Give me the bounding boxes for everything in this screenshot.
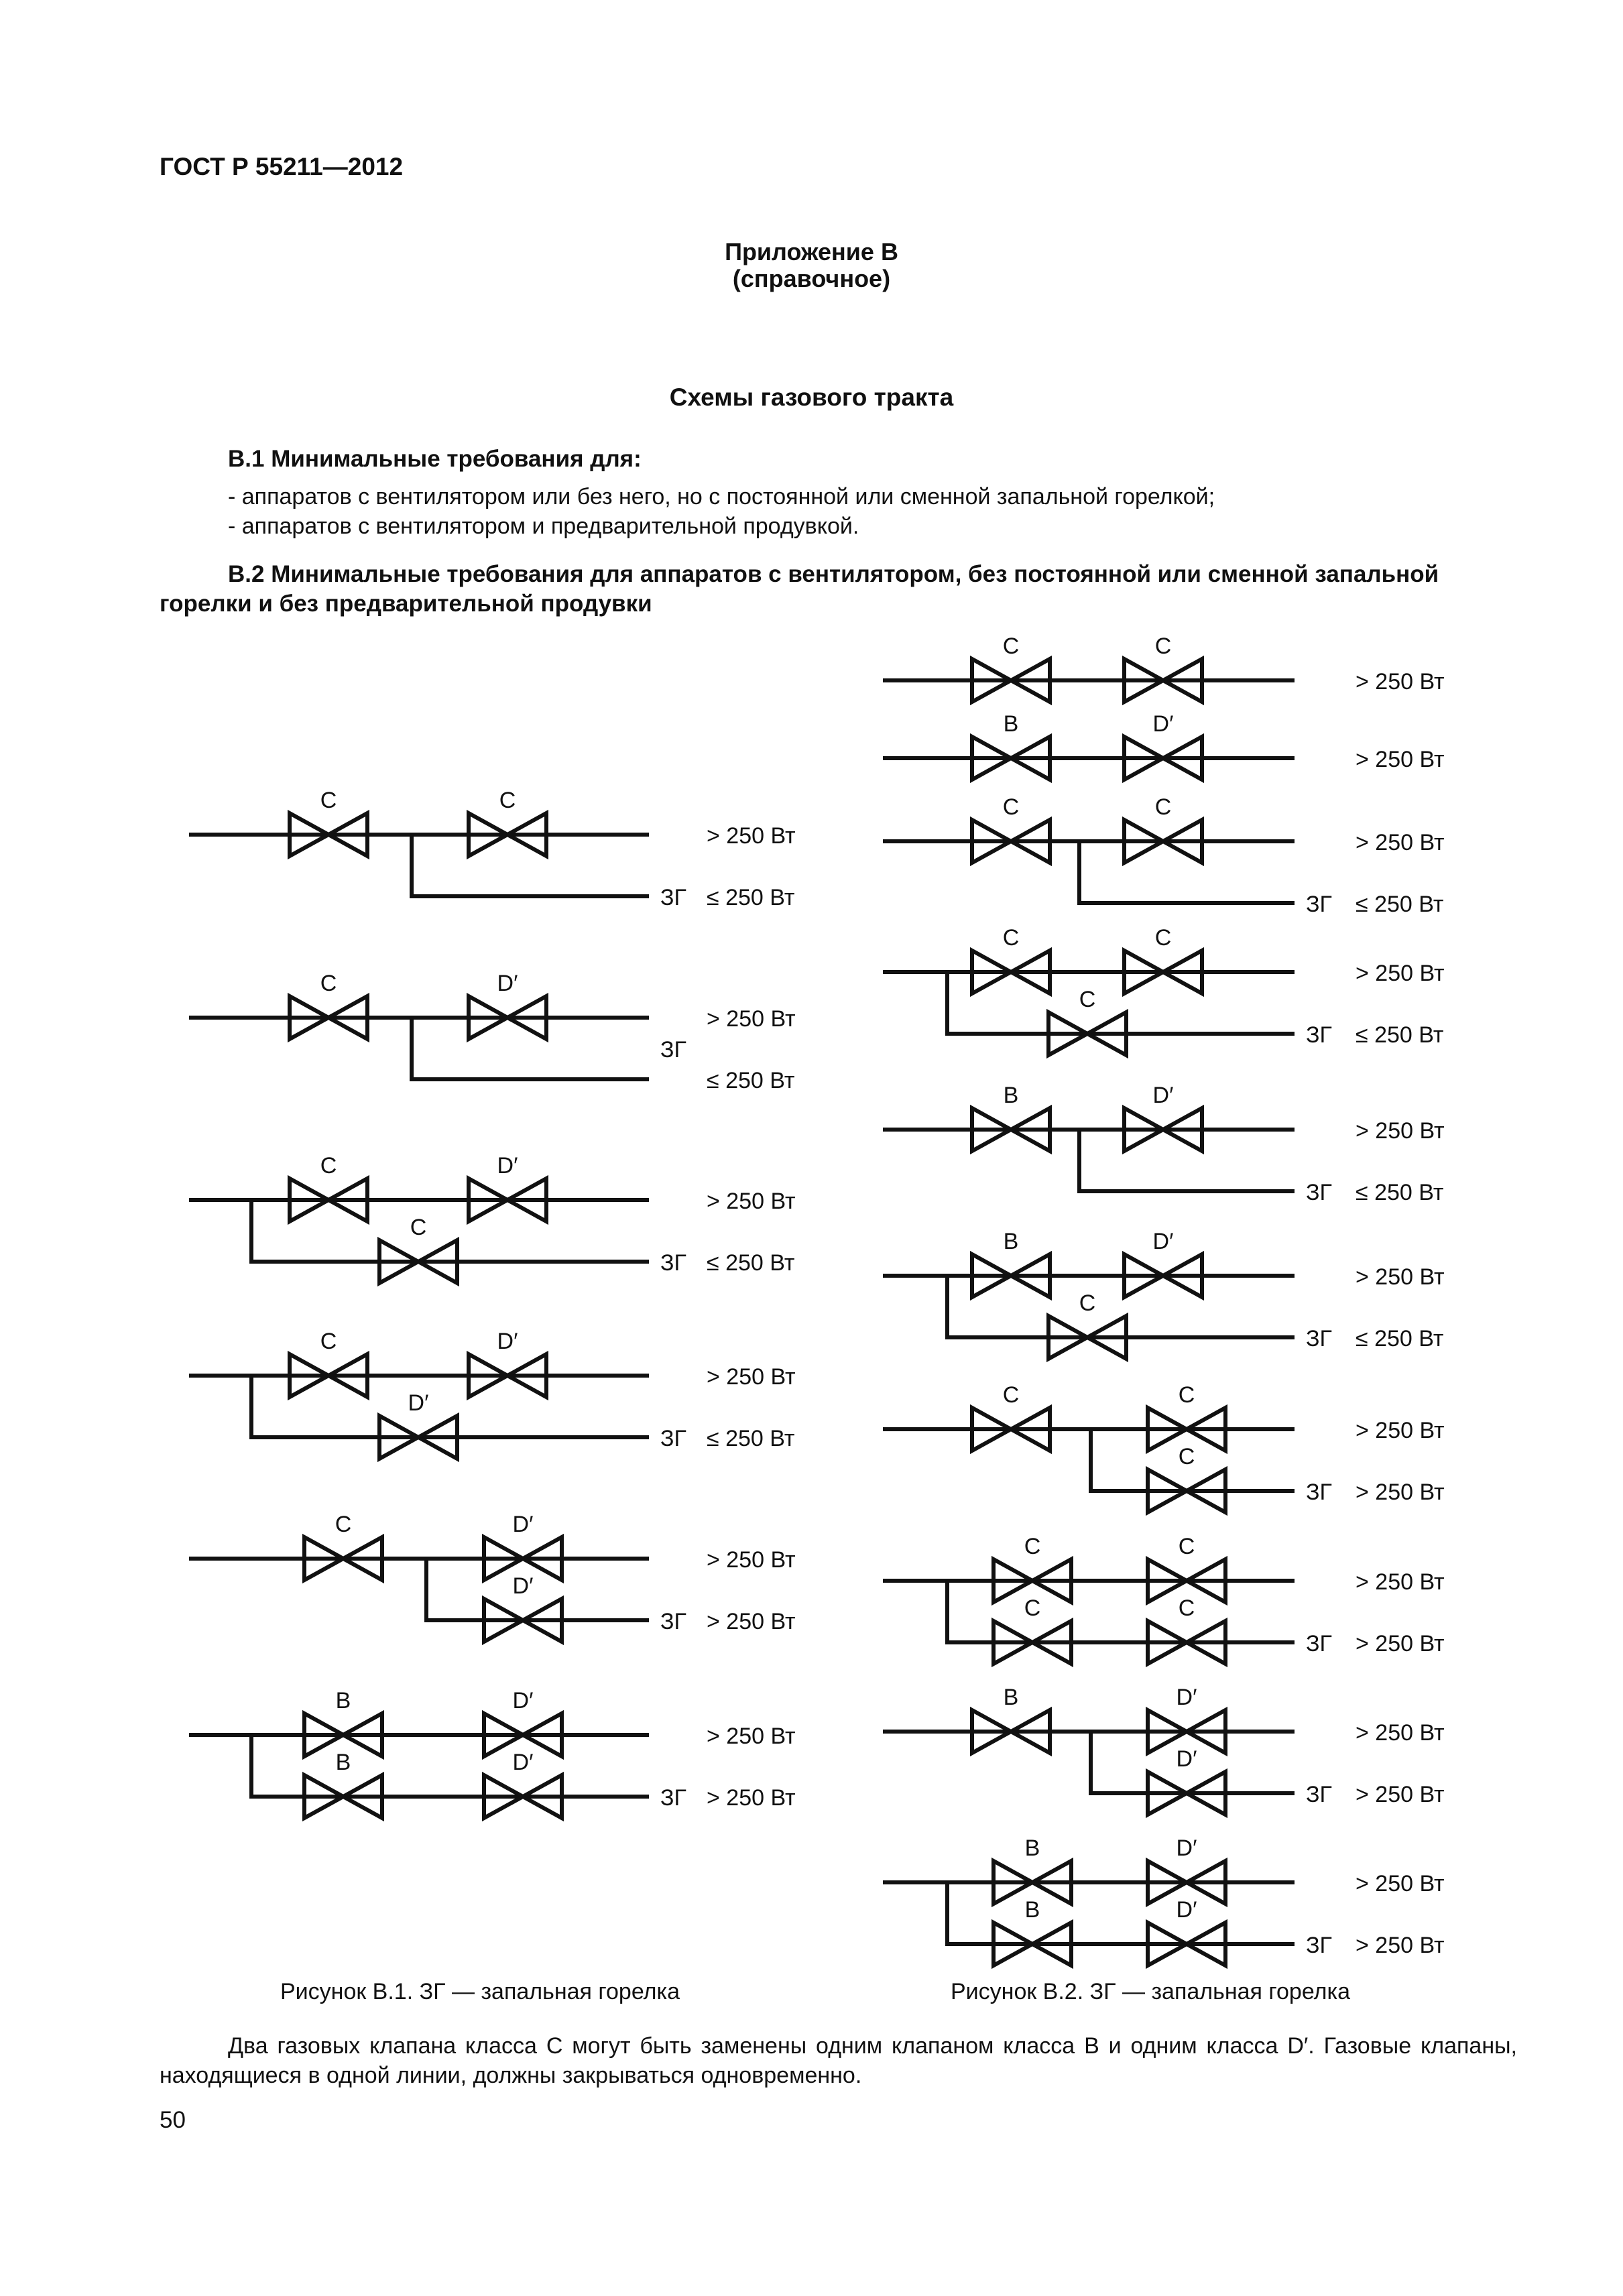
valve-class-label: B <box>1003 1685 1019 1710</box>
output-label-pilot: > 250 Вт <box>1356 1782 1445 1807</box>
b2-title: В.2 Минимальные требования для аппаратов с вентилятором, без постоянной или сменной запальной горелки и без предварительной продувки <box>160 561 1439 617</box>
valve-class-label: C <box>1154 925 1172 951</box>
valve-class-label: D′ <box>1176 1897 1197 1923</box>
valve-class-label: C <box>1002 1382 1020 1408</box>
pilot-burner-label: ЗГ <box>660 1785 686 1811</box>
valve-class-label: C <box>1178 1534 1195 1559</box>
output-label-main: > 250 Вт <box>707 1724 796 1749</box>
valve-class-label: D′ <box>512 1750 534 1775</box>
valve-class-label: C <box>499 788 516 813</box>
valve-class-label: D′ <box>512 1688 534 1713</box>
valve-class-label: C <box>1024 1595 1041 1621</box>
b1-title: В.1 Минимальные требования для: <box>228 446 642 472</box>
output-label-main: > 250 Вт <box>1356 1418 1445 1443</box>
output-label-pilot: > 250 Вт <box>1356 1631 1445 1656</box>
valve-class-label: C <box>1154 794 1172 820</box>
output-label-pilot: ≤ 250 Вт <box>1356 1180 1444 1205</box>
document-header: ГОСТ Р 55211—2012 <box>160 153 404 180</box>
output-label-main: > 250 Вт <box>1356 961 1445 986</box>
output-label-pilot: ≤ 250 Вт <box>1356 892 1444 917</box>
valve-class-label: D′ <box>408 1390 429 1416</box>
valve-class-label: C <box>1002 633 1020 659</box>
valve-class-label: C <box>320 1329 337 1354</box>
valve-class-label: C <box>335 1512 352 1537</box>
pilot-burner-label: ЗГ <box>660 1037 686 1063</box>
valve-class-label: B <box>1003 711 1019 737</box>
pilot-burner-label: ЗГ <box>660 1250 686 1276</box>
pilot-burner-label: ЗГ <box>1306 1933 1332 1958</box>
valve-class-label: C <box>1079 987 1096 1012</box>
output-label-pilot: > 250 Вт <box>707 1785 796 1811</box>
valve-class-label: C <box>1024 1534 1041 1559</box>
valve-class-label: D′ <box>497 971 518 996</box>
section-title: Схемы газового тракта <box>669 383 954 411</box>
valve-class-label: D′ <box>497 1153 518 1179</box>
output-label-main: > 250 Вт <box>1356 830 1445 855</box>
pilot-burner-label: ЗГ <box>1306 1326 1332 1351</box>
b1-item: - аппаратов с вентилятором или без него, но с постоянной или сменной запальной горелкой; <box>228 484 1215 509</box>
valve-class-label: B <box>1024 1897 1040 1923</box>
valve-class-label: C <box>1178 1595 1195 1621</box>
b1-item: - аппаратов с вентилятором и предварительной продувкой. <box>228 513 859 539</box>
valve-class-label: B <box>1024 1835 1040 1861</box>
output-label-pilot: ≤ 250 Вт <box>1356 1022 1444 1048</box>
valve-class-label: D′ <box>1176 1685 1197 1710</box>
figure-b2-caption: Рисунок В.2. ЗГ — запальная горелка <box>951 1979 1350 2004</box>
pilot-burner-label: ЗГ <box>660 1609 686 1634</box>
output-label-main: > 250 Вт <box>1356 669 1445 694</box>
valve-class-label: B <box>335 1688 351 1713</box>
output-label-main: > 250 Вт <box>1356 1264 1445 1290</box>
valve-class-label: D′ <box>512 1512 534 1537</box>
output-label-main: > 250 Вт <box>707 1006 796 1032</box>
valve-class-label: B <box>335 1750 351 1775</box>
valve-class-label: C <box>1178 1382 1195 1408</box>
output-label-pilot: ≤ 250 Вт <box>1356 1326 1444 1351</box>
output-label-pilot: ≤ 250 Вт <box>707 1250 795 1276</box>
output-label-pilot: > 250 Вт <box>707 1609 796 1634</box>
valve-class-label: C <box>1178 1444 1195 1469</box>
valve-class-label: D′ <box>1152 711 1174 737</box>
valve-class-label: C <box>320 788 337 813</box>
valve-class-label: D′ <box>512 1573 534 1599</box>
valve-class-label: B <box>1003 1083 1019 1108</box>
output-label-main: > 250 Вт <box>707 1364 796 1390</box>
appendix-subtitle: (справочное) <box>732 265 891 292</box>
output-label-main: > 250 Вт <box>707 1547 796 1573</box>
valve-class-label: C <box>1002 794 1020 820</box>
pilot-burner-label: ЗГ <box>660 1426 686 1451</box>
output-label-main: > 250 Вт <box>707 823 796 849</box>
valve-class-label: D′ <box>1152 1229 1174 1254</box>
output-label-main: > 250 Вт <box>1356 1118 1445 1144</box>
pilot-burner-label: ЗГ <box>1306 1022 1332 1048</box>
valve-class-label: C <box>320 1153 337 1179</box>
output-label-pilot: > 250 Вт <box>1356 1479 1445 1505</box>
output-label-pilot: > 250 Вт <box>1356 1933 1445 1958</box>
pilot-burner-label: ЗГ <box>1306 1631 1332 1656</box>
output-label-pilot: ≤ 250 Вт <box>707 1426 795 1451</box>
output-label-main: > 250 Вт <box>1356 1569 1445 1595</box>
valve-class-label: B <box>1003 1229 1019 1254</box>
note-paragraph: Два газовых клапана класса С могут быть заменены одним клапаном класса В и одним класса D′. Газовые клапаны, находящиеся в одной линии, должны закрываться одновременно. <box>160 2033 1517 2088</box>
output-label-main: > 250 Вт <box>1356 747 1445 772</box>
valve-class-label: C <box>320 971 337 996</box>
valve-class-label: C <box>1079 1290 1096 1316</box>
pilot-burner-label: ЗГ <box>1306 1180 1332 1205</box>
page-number: 50 <box>160 2107 186 2133</box>
valve-class-label: D′ <box>1176 1746 1197 1772</box>
output-label-pilot: ≤ 250 Вт <box>707 1068 795 1093</box>
valve-class-label: C <box>1154 633 1172 659</box>
pilot-burner-label: ЗГ <box>1306 1479 1332 1505</box>
pilot-burner-label: ЗГ <box>1306 1782 1332 1807</box>
pilot-burner-label: ЗГ <box>660 885 686 910</box>
pilot-burner-label: ЗГ <box>1306 892 1332 917</box>
valve-class-label: D′ <box>1152 1083 1174 1108</box>
valve-class-label: D′ <box>497 1329 518 1354</box>
figure-b1-caption: Рисунок В.1. ЗГ — запальная горелка <box>280 1979 680 2004</box>
output-label-main: > 250 Вт <box>1356 1871 1445 1896</box>
valve-class-label: D′ <box>1176 1835 1197 1861</box>
output-label-main: > 250 Вт <box>1356 1720 1445 1746</box>
output-label-pilot: ≤ 250 Вт <box>707 885 795 910</box>
appendix-title: Приложение В <box>725 238 898 265</box>
valve-class-label: C <box>410 1215 427 1240</box>
output-label-main: > 250 Вт <box>707 1189 796 1214</box>
valve-class-label: C <box>1002 925 1020 951</box>
